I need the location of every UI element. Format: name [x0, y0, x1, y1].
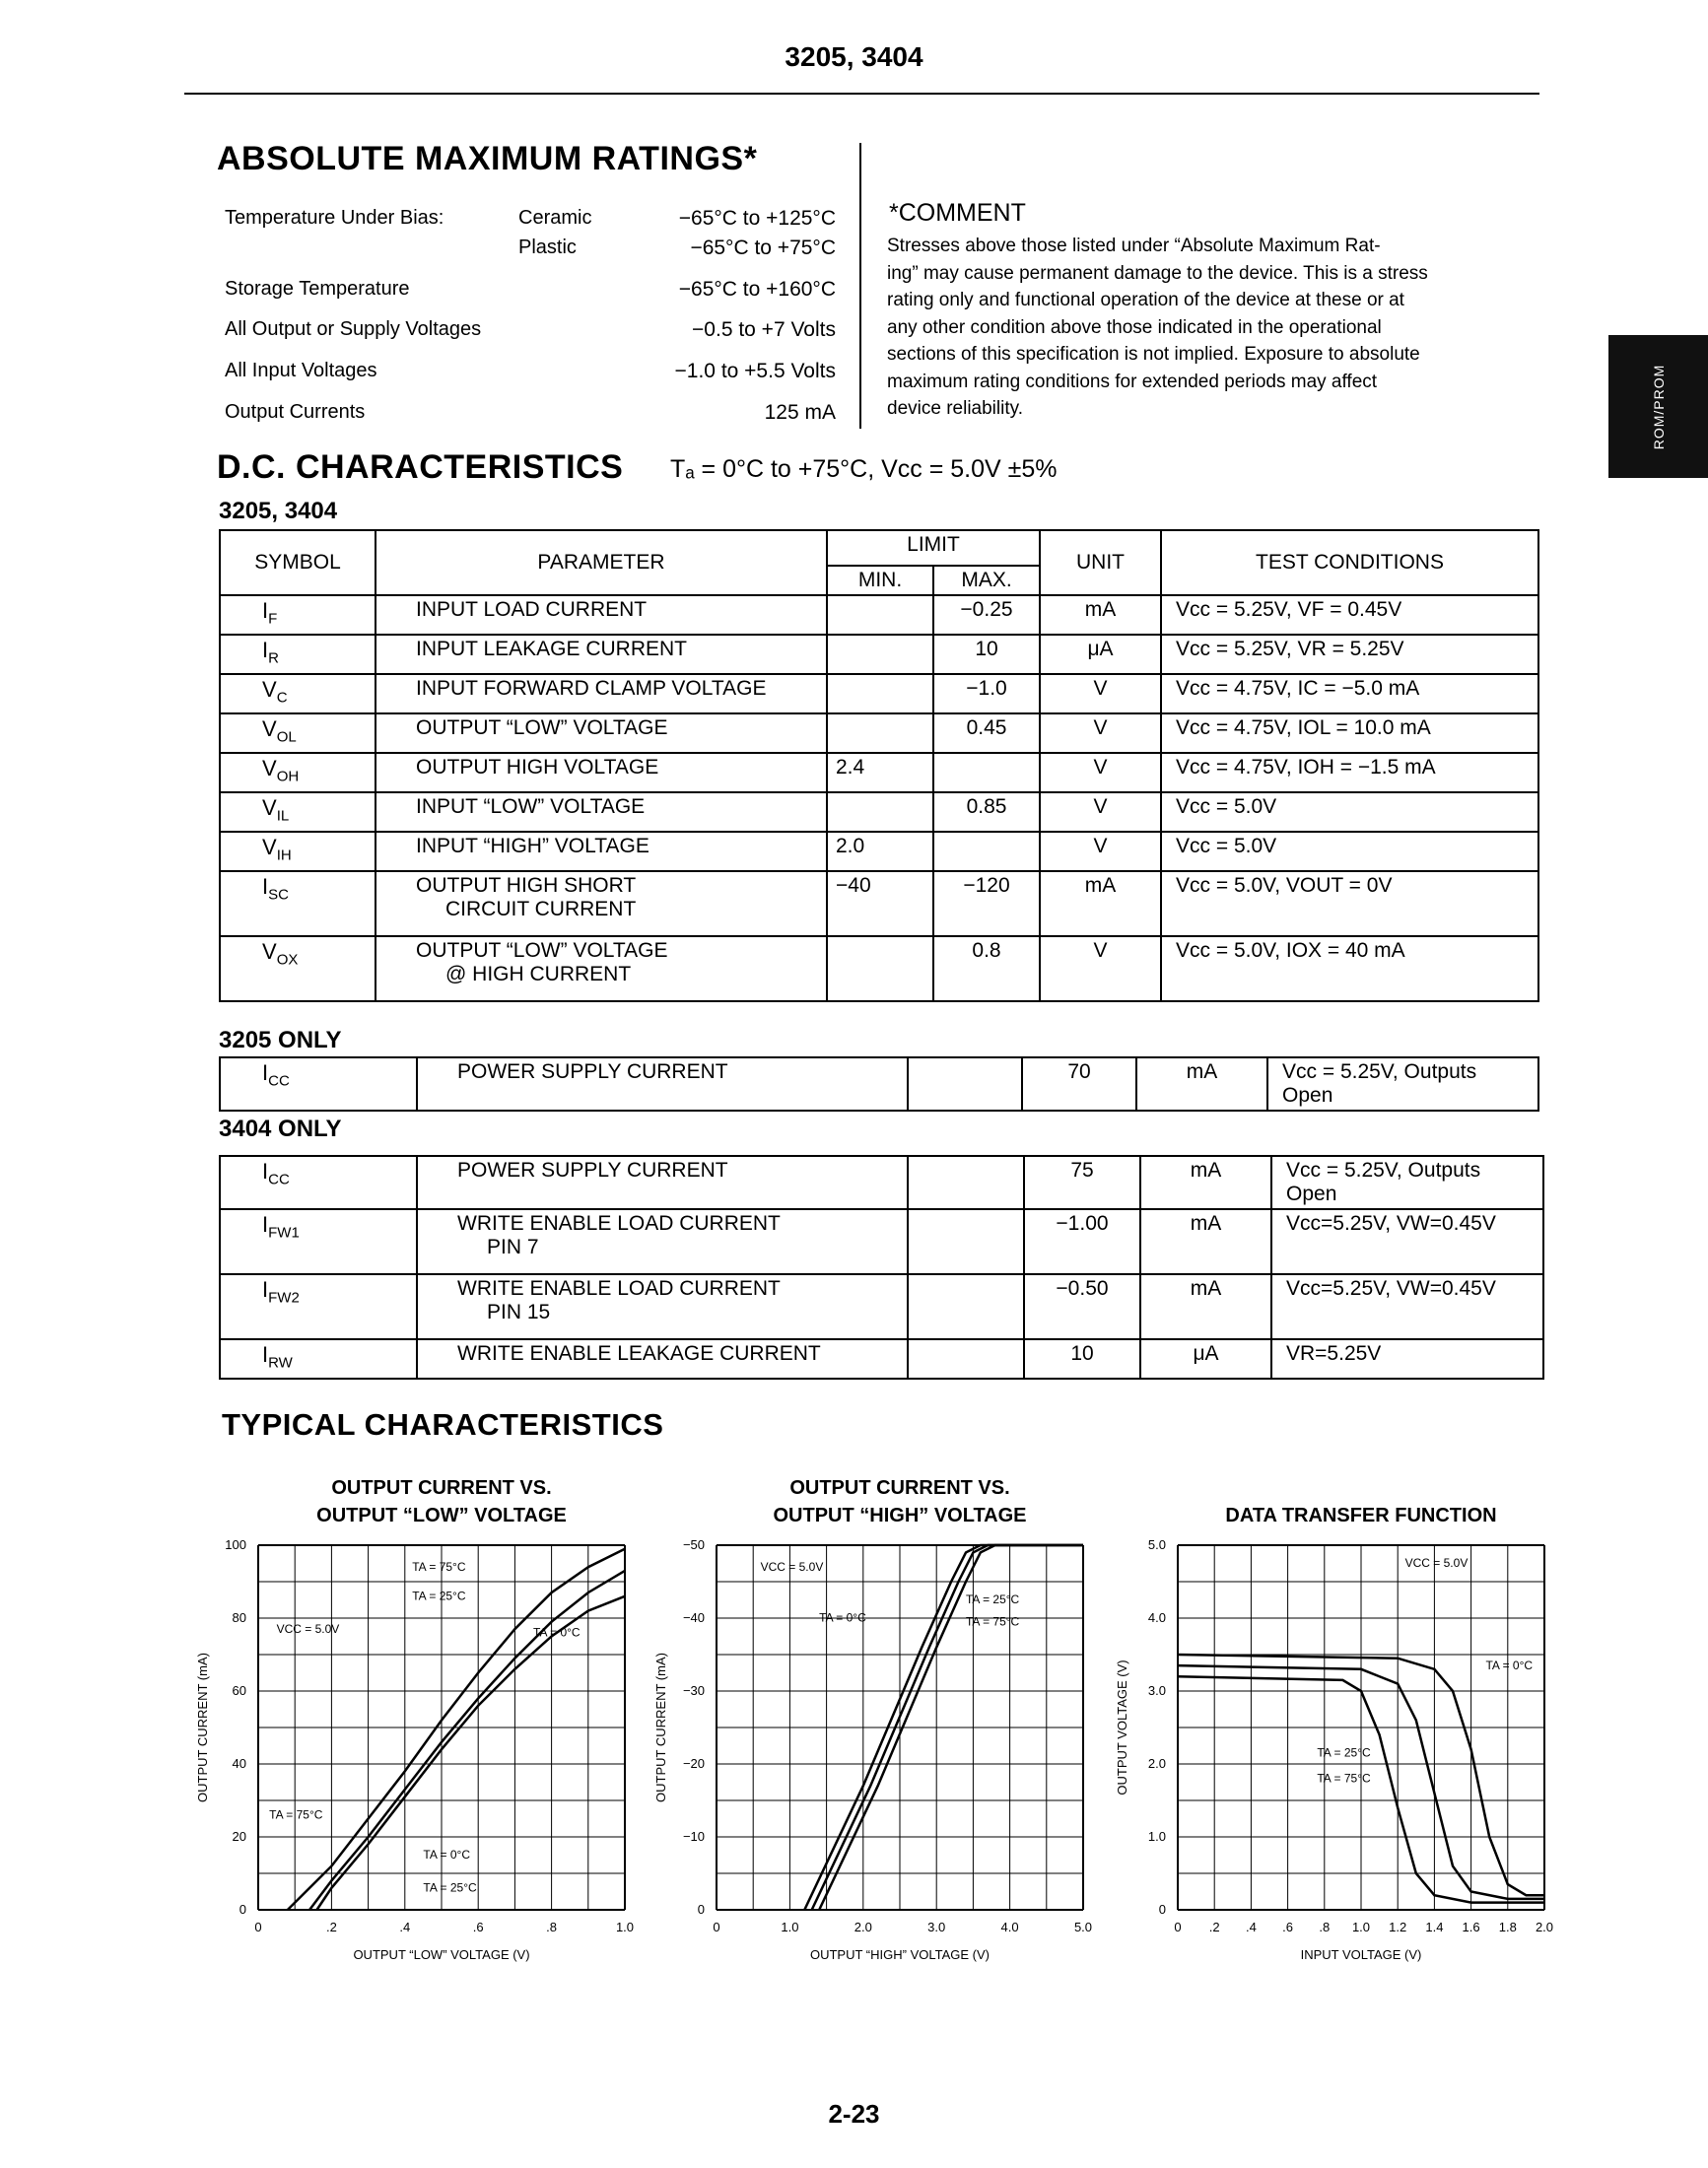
unit-cell: mA: [1140, 1209, 1271, 1274]
x-tick-label: .8: [1319, 1920, 1331, 1934]
unit-cell: V: [1040, 753, 1161, 792]
table-row: [220, 936, 1538, 1001]
symbol-subscript: F: [268, 610, 278, 628]
max-cell: 0.8: [933, 936, 1040, 1001]
symbol-subscript: RW: [268, 1354, 293, 1372]
chart-annotation: TA = 25°C: [412, 1589, 466, 1603]
symbol-letter: I: [262, 1159, 269, 1184]
parameter-cell: [417, 1274, 908, 1339]
test-cell: Vcc = 5.25V, VF = 0.45V: [1161, 595, 1538, 635]
symbol-cell: [220, 595, 376, 635]
section-3404-label: 3404 ONLY: [219, 1116, 342, 1142]
symbol-cell: [220, 1274, 417, 1339]
min-cell: [827, 635, 933, 674]
comment-line: ing” may cause permanent damage to the device. This is a stress: [887, 262, 1428, 284]
chart-annotation: TA = 0°C: [533, 1625, 581, 1640]
y-tick-label: 2.0: [1147, 1756, 1166, 1771]
table-3205: [219, 1056, 1539, 1112]
chart-annotation: TA = 0°C: [423, 1848, 471, 1863]
max-cell: 75: [1024, 1156, 1140, 1209]
dc-title: D.C. CHARACTERISTICS: [217, 448, 624, 486]
comment-body: [887, 233, 1542, 423]
y-tick-label: 60: [232, 1683, 246, 1698]
abs-max-row: [225, 278, 836, 305]
unit-cell: V: [1040, 936, 1161, 1001]
symbol-subscript: IL: [276, 807, 290, 825]
abs-max-value: −1.0 to +5.5 Volts: [674, 360, 836, 382]
parameter-cell: [376, 635, 827, 674]
parameter-text: INPUT LEAKAGE CURRENT: [416, 638, 687, 660]
abs-max-sub: Plastic: [518, 237, 577, 258]
test-cell: Vcc = 5.25V, Outputs Open: [1267, 1057, 1538, 1111]
max-cell: 10: [1024, 1339, 1140, 1379]
x-axis-label: OUTPUT “LOW” VOLTAGE (V): [353, 1947, 530, 1962]
table-row: [220, 871, 1538, 936]
x-tick-label: .6: [1282, 1920, 1294, 1934]
x-tick-label: 1.4: [1425, 1920, 1444, 1934]
min-cell: [908, 1339, 1024, 1379]
comment-line: sections of this specification is not implied. Exposure to absolute: [887, 344, 1420, 365]
unit-cell: mA: [1140, 1156, 1271, 1209]
comment-title: *COMMENT: [889, 199, 1026, 227]
symbol-letter: V: [262, 795, 277, 820]
symbol-cell: [220, 792, 376, 832]
symbol-letter: V: [262, 716, 277, 741]
min-cell: −40: [827, 871, 933, 936]
parameter-text: POWER SUPPLY CURRENT: [457, 1159, 728, 1182]
unit-cell: V: [1040, 792, 1161, 832]
x-axis-label: OUTPUT “HIGH” VOLTAGE (V): [809, 1947, 991, 1962]
symbol-letter: I: [262, 1212, 269, 1237]
col-limit: LIMIT: [827, 530, 1040, 566]
symbol-subscript: CC: [268, 1171, 290, 1188]
chart-title: OUTPUT CURRENT VS.: [789, 1477, 1010, 1499]
min-cell: [827, 936, 933, 1001]
abs-max-value: −65°C to +160°C: [678, 278, 836, 301]
abs-max-label: All Output or Supply Voltages: [225, 318, 482, 340]
page-number: 2-23: [828, 2099, 880, 2129]
unit-cell: μA: [1140, 1339, 1271, 1379]
symbol-letter: I: [262, 1060, 269, 1085]
comment-line: rating only and functional operation of the device at these or at: [887, 290, 1404, 310]
x-tick-label: 1.0: [781, 1920, 799, 1934]
min-cell: [908, 1057, 1022, 1111]
chart-annotation: TA = 75°C: [1317, 1771, 1371, 1786]
min-cell: [827, 674, 933, 713]
abs-max-label: Temperature Under Bias:: [225, 207, 444, 229]
parameter-text: OUTPUT “LOW” VOLTAGE: [416, 716, 668, 739]
chart-title: OUTPUT “LOW” VOLTAGE: [316, 1505, 567, 1526]
parameter-text: OUTPUT HIGH VOLTAGE: [416, 756, 659, 779]
max-cell: [933, 753, 1040, 792]
y-tick-label: 0: [697, 1902, 705, 1917]
y-tick-label: 5.0: [1147, 1537, 1166, 1552]
chart-annotation: VCC = 5.0V: [1404, 1556, 1469, 1571]
parameter-text: WRITE ENABLE LEAKAGE CURRENT: [457, 1342, 821, 1365]
parameter-text: OUTPUT “LOW” VOLTAGE: [416, 939, 668, 962]
comment-line: maximum rating conditions for extended periods may affect: [887, 371, 1378, 392]
min-cell: [827, 595, 933, 635]
parameter-text: OUTPUT HIGH SHORT: [416, 874, 637, 897]
test-cell: Vcc = 5.0V: [1161, 792, 1538, 832]
header-rule: [184, 93, 1539, 95]
parameter-text: INPUT “HIGH” VOLTAGE: [416, 835, 649, 857]
table-row: [220, 832, 1538, 871]
symbol-letter: V: [262, 939, 277, 964]
symbol-letter: V: [262, 677, 277, 702]
symbol-letter: I: [262, 1342, 269, 1367]
unit-cell: mA: [1140, 1274, 1271, 1339]
x-tick-label: 0: [254, 1920, 262, 1934]
x-tick-label: 2.0: [854, 1920, 872, 1934]
symbol-subscript: C: [276, 689, 288, 707]
x-tick-label: 3.0: [927, 1920, 946, 1934]
abs-max-row: [225, 401, 836, 429]
unit-cell: V: [1040, 713, 1161, 753]
table-3404: [219, 1155, 1544, 1380]
chart-annotation: TA = 25°C: [965, 1592, 1020, 1607]
parameter-cell: [376, 713, 827, 753]
symbol-subscript: CC: [268, 1072, 290, 1090]
symbol-subscript: OH: [276, 768, 300, 785]
col-symbol: SYMBOL: [220, 530, 376, 595]
max-cell: 0.45: [933, 713, 1040, 753]
col-test: TEST CONDITIONS: [1161, 530, 1538, 595]
col-min: MIN.: [827, 566, 933, 595]
max-cell: 70: [1022, 1057, 1136, 1111]
parameter-text-line2: @ HIGH CURRENT: [445, 963, 632, 985]
symbol-letter: I: [262, 638, 269, 662]
table-row: [220, 1274, 1543, 1339]
table-row: [220, 595, 1538, 635]
y-tick-label: 20: [232, 1829, 246, 1844]
chart-annotation: TA = 0°C: [819, 1610, 866, 1625]
x-tick-label: .4: [399, 1920, 411, 1934]
y-tick-label: 0: [239, 1902, 246, 1917]
chart-annotation: TA = 25°C: [1317, 1745, 1371, 1760]
abs-max-title: ABSOLUTE MAXIMUM RATINGS*: [217, 140, 758, 177]
parameter-text-line2: CIRCUIT CURRENT: [445, 898, 637, 920]
table-row: [220, 1209, 1543, 1274]
test-cell: Vcc=5.25V, VW=0.45V: [1271, 1209, 1543, 1274]
min-cell: [908, 1274, 1024, 1339]
y-tick-label: −30: [682, 1683, 705, 1698]
parameter-cell: [376, 936, 827, 1001]
x-tick-label: .2: [1208, 1920, 1220, 1934]
test-cell: Vcc = 5.25V, Outputs Open: [1271, 1156, 1543, 1209]
parameter-cell: [417, 1057, 908, 1111]
symbol-subscript: SC: [268, 886, 289, 904]
parameter-cell: [417, 1339, 908, 1379]
symbol-cell: [220, 871, 376, 936]
max-cell: −0.50: [1024, 1274, 1140, 1339]
symbol-cell: [220, 1339, 417, 1379]
chart-annotation: TA = 25°C: [423, 1880, 477, 1895]
abs-max-label: Output Currents: [225, 401, 366, 423]
parameter-cell: [376, 832, 827, 871]
parameter-text: INPUT FORWARD CLAMP VOLTAGE: [416, 677, 767, 700]
parameter-cell: [376, 871, 827, 936]
x-tick-label: .8: [546, 1920, 558, 1934]
parameter-cell: [417, 1156, 908, 1209]
parameter-text: WRITE ENABLE LOAD CURRENT: [457, 1212, 781, 1235]
y-tick-label: −20: [682, 1756, 705, 1771]
symbol-cell: [220, 753, 376, 792]
y-tick-label: 0: [1158, 1902, 1166, 1917]
abs-max-value: −0.5 to +7 Volts: [692, 318, 836, 341]
parameter-text: WRITE ENABLE LOAD CURRENT: [457, 1277, 781, 1300]
x-tick-label: 0: [1174, 1920, 1182, 1934]
test-cell: Vcc = 5.25V, VR = 5.25V: [1161, 635, 1538, 674]
parameter-cell: [376, 595, 827, 635]
x-tick-label: 1.0: [1351, 1920, 1371, 1934]
parameter-text: INPUT LOAD CURRENT: [416, 598, 648, 621]
symbol-cell: [220, 1156, 417, 1209]
abs-max-row: [225, 207, 836, 235]
y-tick-label: 1.0: [1147, 1829, 1166, 1844]
page-header: 3205, 3404: [785, 41, 923, 72]
symbol-cell: [220, 832, 376, 871]
x-tick-label: 0: [713, 1920, 720, 1934]
unit-cell: mA: [1136, 1057, 1267, 1111]
abs-max-value: −65°C to +125°C: [678, 207, 836, 230]
symbol-cell: [220, 674, 376, 713]
y-tick-label: 40: [232, 1756, 246, 1771]
abs-max-sub: Ceramic: [518, 207, 592, 229]
chart-annotation: TA = 75°C: [412, 1559, 466, 1574]
x-tick-label: 1.8: [1498, 1920, 1517, 1934]
chart-annotation: VCC = 5.0V: [276, 1621, 340, 1636]
y-tick-label: 100: [225, 1537, 246, 1552]
max-cell: [933, 832, 1040, 871]
test-cell: Vcc = 4.75V, IC = −5.0 mA: [1161, 674, 1538, 713]
min-cell: 2.0: [827, 832, 933, 871]
abs-max-row: [225, 318, 836, 346]
symbol-cell: [220, 713, 376, 753]
table-row: [220, 713, 1538, 753]
dc-table: [219, 529, 1539, 1002]
dc-condition: Tₐ = 0°C to +75°C, Vcc = 5.0V ±5%: [670, 455, 1058, 483]
max-cell: 10: [933, 635, 1040, 674]
min-cell: [908, 1156, 1024, 1209]
unit-cell: V: [1040, 832, 1161, 871]
y-axis-label: OUTPUT VOLTAGE (V): [1115, 1660, 1129, 1795]
col-parameter: PARAMETER: [376, 530, 827, 595]
test-cell: Vcc=5.25V, VW=0.45V: [1271, 1274, 1543, 1339]
parameter-text-line2: PIN 15: [487, 1301, 551, 1323]
table-row: [220, 1339, 1543, 1379]
unit-cell: mA: [1040, 871, 1161, 936]
typical-title: TYPICAL CHARACTERISTICS: [222, 1407, 664, 1442]
y-tick-label: 4.0: [1147, 1610, 1166, 1625]
test-cell: VR=5.25V: [1271, 1339, 1543, 1379]
symbol-subscript: FW1: [268, 1224, 300, 1242]
x-tick-label: .4: [1245, 1920, 1257, 1934]
chart-title: OUTPUT CURRENT VS.: [331, 1477, 552, 1499]
symbol-letter: I: [262, 874, 269, 899]
y-tick-label: −10: [682, 1829, 705, 1844]
col-unit: UNIT: [1040, 530, 1161, 595]
test-cell: Vcc = 4.75V, IOH = −1.5 mA: [1161, 753, 1538, 792]
table-row: [220, 1057, 1538, 1111]
comment-line: any other condition above those indicated in the operational: [887, 316, 1382, 338]
y-tick-label: −50: [682, 1537, 705, 1552]
min-cell: 2.4: [827, 753, 933, 792]
x-tick-label: .6: [472, 1920, 484, 1934]
chart-title: OUTPUT “HIGH” VOLTAGE: [773, 1505, 1027, 1526]
parameter-text: INPUT “LOW” VOLTAGE: [416, 795, 646, 818]
min-cell: [908, 1209, 1024, 1274]
test-cell: Vcc = 5.0V, VOUT = 0V: [1161, 871, 1538, 936]
side-tab: [1608, 335, 1708, 478]
symbol-cell: [220, 936, 376, 1001]
test-cell: Vcc = 4.75V, IOL = 10.0 mA: [1161, 713, 1538, 753]
symbol-letter: I: [262, 598, 269, 623]
series-line: [317, 1596, 626, 1910]
abs-max-row: [225, 360, 836, 387]
symbol-subscript: OL: [276, 728, 297, 746]
chart-annotation: TA = 75°C: [269, 1807, 323, 1822]
symbol-letter: V: [262, 835, 277, 859]
test-cell: Vcc = 5.0V: [1161, 832, 1538, 871]
column-divider: [859, 143, 861, 429]
x-tick-label: 1.2: [1389, 1920, 1407, 1934]
table-row: [220, 635, 1538, 674]
abs-max-label: All Input Voltages: [225, 360, 377, 381]
chart-title: DATA TRANSFER FUNCTION: [1225, 1505, 1497, 1526]
table-row: [220, 753, 1538, 792]
parameter-text: POWER SUPPLY CURRENT: [457, 1060, 728, 1083]
section-3205-label: 3205 ONLY: [219, 1027, 342, 1053]
unit-cell: V: [1040, 674, 1161, 713]
max-cell: −1.00: [1024, 1209, 1140, 1274]
symbol-cell: [220, 1057, 417, 1111]
table-row: [220, 792, 1538, 832]
min-cell: [827, 713, 933, 753]
max-cell: −1.0: [933, 674, 1040, 713]
parameter-cell: [376, 674, 827, 713]
max-cell: −120: [933, 871, 1040, 936]
x-tick-label: 1.6: [1462, 1920, 1480, 1934]
symbol-subscript: IH: [276, 847, 292, 864]
y-tick-label: −40: [682, 1610, 705, 1625]
x-axis-label: INPUT VOLTAGE (V): [1300, 1947, 1422, 1962]
comment-line: device reliability.: [887, 398, 1023, 419]
table-row: [220, 674, 1538, 713]
symbol-cell: [220, 1209, 417, 1274]
symbol-subscript: OX: [276, 951, 299, 969]
parameter-cell: [417, 1209, 908, 1274]
chart-annotation: VCC = 5.0V: [760, 1559, 824, 1574]
symbol-cell: [220, 635, 376, 674]
abs-max-row: [225, 237, 836, 264]
x-tick-label: 4.0: [1000, 1920, 1019, 1934]
y-tick-label: 80: [232, 1610, 246, 1625]
abs-max-value: 125 mA: [764, 401, 836, 424]
parameter-cell: [376, 792, 827, 832]
y-axis-label: OUTPUT CURRENT (mA): [653, 1653, 668, 1802]
section-main-label: 3205, 3404: [219, 498, 338, 524]
chart-annotation: TA = 0°C: [1485, 1658, 1534, 1672]
chart-annotation: TA = 75°C: [965, 1614, 1020, 1629]
comment-line: Stresses above those listed under “Absolute Maximum Rat-: [887, 236, 1381, 256]
typical-charts: [197, 1468, 1577, 1981]
x-tick-label: .2: [325, 1920, 337, 1934]
y-axis-label: OUTPUT CURRENT (mA): [195, 1653, 210, 1802]
side-tab-label: ROM/PROM: [1650, 364, 1667, 449]
x-tick-label: 2.0: [1535, 1920, 1554, 1934]
symbol-subscript: R: [268, 649, 279, 667]
symbol-letter: V: [262, 756, 277, 780]
max-cell: −0.25: [933, 595, 1040, 635]
max-cell: 0.85: [933, 792, 1040, 832]
unit-cell: μA: [1040, 635, 1161, 674]
y-tick-label: 3.0: [1147, 1683, 1166, 1698]
col-max: MAX.: [933, 566, 1040, 595]
symbol-subscript: FW2: [268, 1289, 300, 1307]
unit-cell: mA: [1040, 595, 1161, 635]
min-cell: [827, 792, 933, 832]
abs-max-label: Storage Temperature: [225, 278, 410, 300]
x-tick-label: 5.0: [1073, 1920, 1093, 1934]
table-row: [220, 1156, 1543, 1209]
test-cell: Vcc = 5.0V, IOX = 40 mA: [1161, 936, 1538, 1001]
x-tick-label: 1.0: [615, 1920, 635, 1934]
parameter-text-line2: PIN 7: [487, 1236, 539, 1258]
parameter-cell: [376, 753, 827, 792]
abs-max-value: −65°C to +75°C: [690, 237, 836, 259]
symbol-letter: I: [262, 1277, 269, 1302]
